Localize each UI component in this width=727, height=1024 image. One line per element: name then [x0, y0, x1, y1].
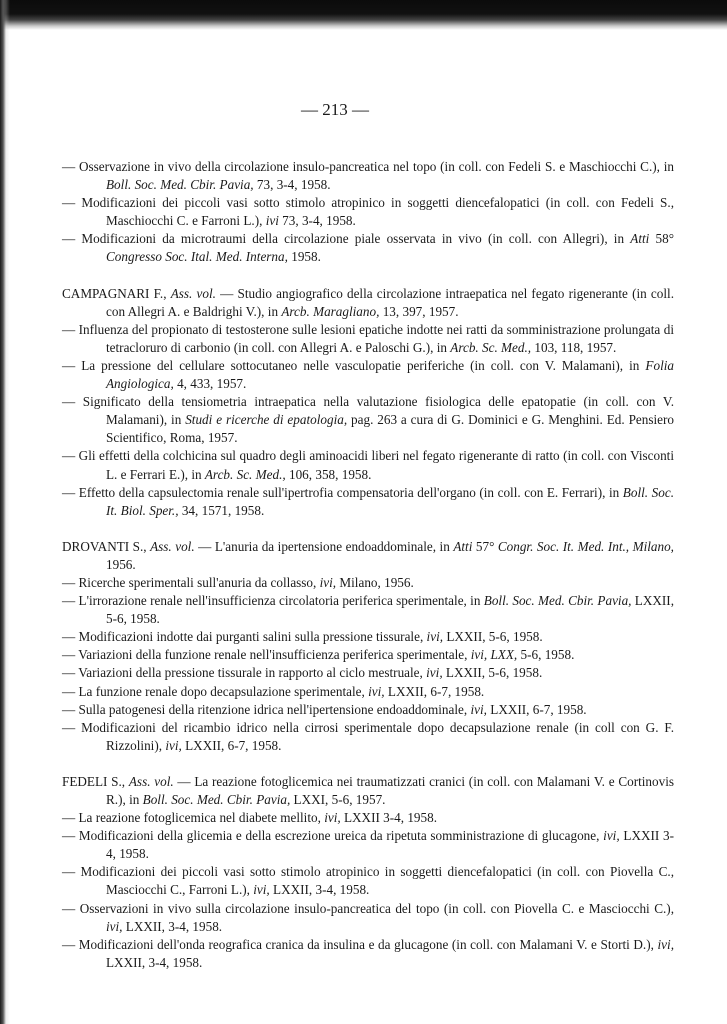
entry-text: — Modificazioni indotte dai purganti salini sulla pressione tissurale, [62, 629, 427, 645]
italic-citation-text: ivi, LXX, [470, 647, 518, 663]
italic-citation-text: ivi [265, 213, 279, 229]
entry-text: — Influenza del propionato di testosterone sulle lesioni epatiche indotte nei ratti da somministrazione prolungata di tetracloruro di carbonio (in coll. con Allegri A. e Paloschi G.), in [62, 321, 674, 355]
entry-text: 106, 358, 1958. [285, 466, 372, 482]
entry-text: — Osservazioni in vivo sulla circolazione insulo-pancreatica del topo (in coll. con Piovella C. e Masciocchi C.), [62, 900, 674, 916]
bibliography-entry [62, 646, 674, 664]
entry-text: LXXII, 5-6, 1958. [443, 629, 543, 645]
italic-citation-text: ivi, [324, 810, 341, 826]
entry-text: — Osservazione in vivo della circolazione insulo-pancreatica nel topo (in coll. con Fedeli S. e Maschiocchi C.), in [62, 159, 674, 174]
italic-citation-text: ivi, [657, 936, 674, 952]
entry-text: — Effetto della capsulectomia renale sull'ipertrofia compensatoria dell'organo (in coll. con E. Ferrari), in [62, 484, 623, 500]
italic-citation-text: Arcb. Sc. Med., [450, 339, 532, 355]
bibliography-entry [62, 863, 674, 899]
bibliography-entry [62, 900, 674, 936]
entry-text: — Modificazioni dell'onda reografica cranica da insulina e da glucagone (in coll. con Malamani V. e Storti D.), [62, 936, 658, 952]
bibliography-entry [62, 664, 674, 682]
entry-text: 73, 3-4, 1958. [253, 177, 331, 193]
entry-text: — La reazione fotoglicemica nei traumatizzati cranici (in coll. con Malamani V. e Cortinovis R.), in [106, 773, 675, 807]
entry-text: 34, 1571, 1958. [178, 502, 265, 518]
entry-text: — La reazione fotoglicemica nel diabete mellito, [62, 810, 325, 826]
entry-text: — Sulla patogenesi della ritenzione idrica nell'ipertensione endoaddominale, [62, 701, 471, 717]
italic-citation-text: ivi, [426, 629, 444, 645]
entry-text: 5-6, 1958. [517, 647, 575, 663]
entry-text: 4, 433, 1957. [173, 376, 247, 392]
entry-text: LXXII, 3-4, 1958. [269, 882, 370, 898]
italic-citation-text: Boll. Soc. Med. Cbir. Pavia, [106, 177, 254, 193]
bibliography-entry [62, 628, 674, 646]
bibliography-entry [62, 285, 674, 321]
entry-text: — Significato della tensiometria intraepatica nella valutazione fisiologica delle epatopatie (in coll. con V. Malamani), in [62, 394, 674, 428]
entry-text: LXXII 3-4, 1958. [340, 810, 437, 826]
entry-text: LXXII, 5-6, 1958. [442, 665, 543, 681]
bibliography-entry [62, 538, 674, 574]
bibliography-entry [62, 773, 674, 809]
entry-text: — Variazioni della pressione tissurale in rapporto al ciclo mestruale, [62, 665, 427, 681]
entry-text: DROVANTI S., [62, 538, 151, 554]
entry-text: — La funzione renale dopo decapsulazione sperimentale, [62, 683, 369, 699]
entry-text: — Modificazioni dei piccoli vasi sotto stimolo atropinico in soggetti diencefalopatici (in coll. con Fedeli S., Maschiocchi C. e Farroni L.), [62, 195, 674, 229]
italic-citation-text: ivi, [106, 918, 123, 934]
italic-citation-text: Congr. Soc. It. Med. Int., Milano, [497, 538, 674, 554]
italic-citation-text: Congresso Soc. Ital. Med. Interna, [106, 249, 288, 265]
author-section [62, 285, 674, 520]
italic-citation-text: Ass. vol. [170, 285, 216, 301]
italic-citation-text: Boll. Soc. Med. Cbir. Pavia, [483, 593, 632, 609]
entry-text: 1958. [287, 249, 321, 265]
italic-citation-text: Atti [630, 231, 650, 247]
italic-citation-text: ivi, [426, 665, 443, 681]
entry-text: — Studio angiografico della circolazione intraepatica nel fegato rigenerante (in coll. con Allegri A. e Baldrighi V.), in [106, 285, 674, 319]
entry-text: — Modificazioni dei piccoli vasi sotto stimolo atropinico in soggetti diencefalopatici (in coll. con Piovella C., Masciocchi C., Farroni L.), [62, 864, 674, 898]
bibliography-entry [62, 194, 674, 230]
entry-text: 1956. [106, 556, 136, 572]
bibliography-entry [62, 484, 674, 520]
bibliography-entry [62, 827, 674, 863]
italic-citation-text: Ass. vol. [150, 538, 195, 554]
entry-text: LXXII 3-4, 1958. [106, 828, 674, 862]
bibliography-entry [62, 574, 674, 592]
entry-text: LXXII, 6-7, 1958. [181, 737, 282, 753]
entry-text: LXXII, 3-4, 1958. [106, 954, 203, 970]
italic-citation-text: ivi, [470, 701, 487, 717]
entry-text: — Variazioni della funzione renale nell'insufficienza periferica sperimentale, [62, 647, 471, 663]
entry-text: LXXI, 5-6, 1957. [290, 792, 386, 807]
entry-text: — L'anuria da ipertensione endoaddominale, in [194, 538, 454, 554]
bibliography-entry [62, 158, 674, 194]
italic-citation-text: Atti [453, 538, 473, 554]
italic-citation-text: ivi, [368, 683, 385, 699]
entry-text: — Modificazioni della glicemia e della escrezione ureica da ripetuta somministrazione di glucagone, [62, 828, 604, 844]
author-section [62, 158, 674, 267]
bibliography-entry [62, 936, 674, 972]
bibliography-entry [62, 230, 674, 266]
italic-citation-text: Arcb. Sc. Med., [204, 466, 286, 482]
bibliography-entry [62, 447, 674, 483]
entry-text: LXXII, 3-4, 1958. [122, 918, 223, 934]
bibliography-entry [62, 321, 674, 357]
entry-text: Milano, 1956. [336, 574, 414, 590]
entry-text: — Modificazioni del ricambio idrico nella cirrosi sperimentale dopo decapsulazione renale (in coll con G. F. Rizzolini), [62, 719, 674, 753]
bibliography-entry [62, 719, 674, 755]
italic-citation-text: Ass. vol. [128, 773, 174, 789]
entry-text: — Modificazioni da microtraumi della circolazione piale osservata in vivo (in coll. con Allegri), in [62, 231, 631, 247]
italic-citation-text: Folia Angiologica, [106, 357, 674, 392]
entry-text: 13, 397, 1957. [379, 303, 459, 319]
italic-citation-text: ivi, [319, 574, 337, 590]
entry-text: — La pressione del cellulare sottocutaneo nelle vasculopatie periferiche (in coll. con V. Malamani), in [62, 357, 646, 373]
entry-text: 73, 3-4, 1958. [278, 213, 356, 229]
bibliography-entry [62, 809, 674, 827]
entry-text: — Gli effetti della colchicina sul quadro degli aminoacidi liberi nel fegato rigenerante di ratto (in coll. con Visconti L. e Ferrari E.), in [62, 448, 674, 482]
page-number: — 213 — [301, 100, 369, 119]
bibliography-entry [62, 393, 674, 447]
entry-text: LXXII, 5-6, 1958. [106, 593, 674, 627]
entry-text: FEDELI S., [62, 773, 129, 789]
entry-text: CAMPAGNARI F., [62, 285, 171, 301]
bibliography-entry [62, 683, 674, 701]
author-section [62, 773, 674, 972]
entry-text: 103, 118, 1957. [531, 339, 617, 355]
scan-edge-top [0, 0, 727, 30]
bibliography-entry [62, 701, 674, 719]
italic-citation-text: Arcb. Maragliano, [281, 303, 380, 319]
italic-citation-text: ivi, [165, 737, 182, 753]
entry-text: LXXII, 6-7, 1958. [486, 701, 587, 717]
bibliography-list [62, 158, 674, 990]
scan-edge-left [0, 0, 22, 1024]
entry-text: 58° [649, 231, 674, 247]
italic-citation-text: Boll. Soc. It. Biol. Sper., [106, 484, 674, 518]
entry-text: — Ricerche sperimentali sull'anuria da collasso, [62, 574, 320, 590]
entry-text: LXXII, 6-7, 1958. [384, 683, 485, 699]
bibliography-entry [62, 592, 674, 628]
italic-citation-text: Studi e ricerche di epatologia, [185, 412, 348, 428]
italic-citation-text: ivi, [253, 882, 270, 898]
italic-citation-text: ivi, [603, 828, 620, 844]
entry-text: 57° [472, 538, 498, 554]
author-section [62, 538, 674, 755]
entry-text: — L'irrorazione renale nell'insufficienza circolatoria periferica sperimentale, in [62, 593, 484, 609]
entry-text: pag. 263 a cura di G. Dominici e G. Menghini. Ed. Pensiero Scientifico, Roma, 1957. [106, 412, 674, 446]
bibliography-entry [62, 357, 674, 393]
italic-citation-text: Boll. Soc. Med. Cbir. Pavia, [142, 792, 291, 807]
